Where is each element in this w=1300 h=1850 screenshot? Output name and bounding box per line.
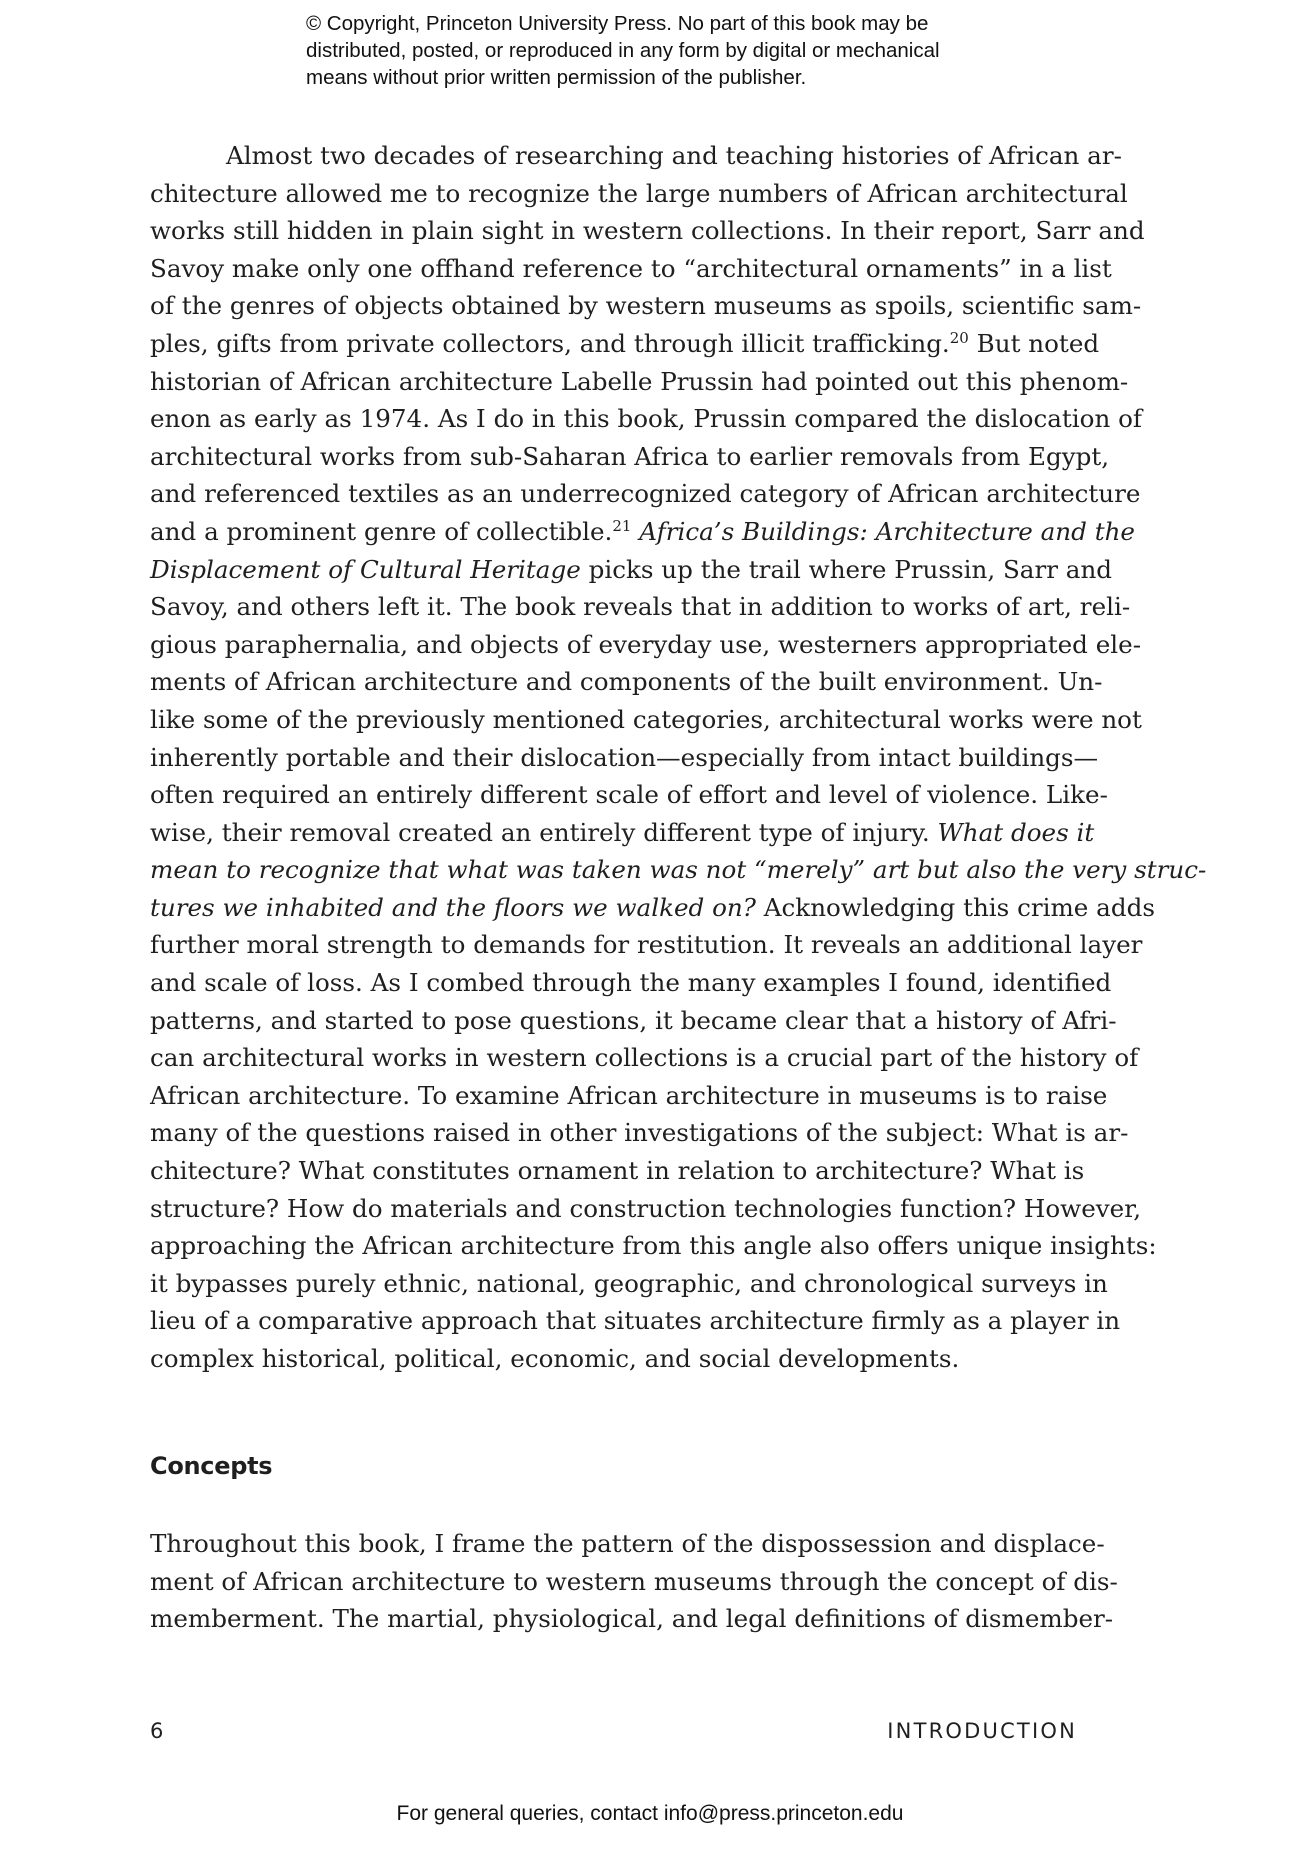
text-line: ments of African architecture and components of the built environment. Un- xyxy=(150,667,1103,697)
footnote-ref-21[interactable]: 21 xyxy=(612,516,632,535)
text-line: historian of African architecture Labelle Prussin had pointed out this phenom- xyxy=(150,366,1129,396)
text-segment: picks up the trail where Prussin, Sarr and xyxy=(580,554,1113,584)
text-line: lieu of a comparative approach that situates architecture firmly as a player in xyxy=(150,1306,1121,1336)
copyright-line: means without prior written permission of the publisher. xyxy=(306,66,807,89)
text-segment: But noted xyxy=(968,328,1100,358)
text-line: can architectural works in western collections is a crucial part of the history of xyxy=(150,1043,1139,1073)
text-line xyxy=(150,814,1095,852)
contact-footer: For general queries, contact info@press.princeton.edu xyxy=(396,1802,904,1825)
text-line: it bypasses purely ethnic, national, geographic, and chronological surveys in xyxy=(150,1268,1108,1298)
text-line: structure? How do materials and construction technologies function? However, xyxy=(150,1193,1142,1223)
text-line: of the genres of objects obtained by western museums as spoils, scientific sam- xyxy=(150,291,1142,321)
italic-question: mean to recognize that what was taken was not “merely” art but also the very struc- xyxy=(150,855,1207,885)
copyright-line: © Copyright, Princeton University Press. No part of this book may be xyxy=(306,12,929,35)
text-line: Throughout this book, I frame the pattern of the dispossession and displace- xyxy=(150,1529,1105,1558)
text-line: Savoy, and others left it. The book reveals that in addition to works of art, reli- xyxy=(150,592,1131,622)
text-line: often required an entirely different scale of effort and level of violence. Like- xyxy=(150,780,1108,810)
text-line xyxy=(150,513,1135,551)
text-segment: ples, gifts from private collectors, and through illicit trafficking. xyxy=(150,328,950,358)
running-head: INTRODUCTION xyxy=(887,1719,1077,1743)
text-line: further moral strength to demands for restitution. It reveals an additional layer xyxy=(150,930,1143,960)
text-line xyxy=(150,551,1113,589)
text-line: complex historical, political, economic, and social developments. xyxy=(150,1344,960,1373)
book-title-italic: Displacement of Cultural Heritage xyxy=(150,554,581,584)
text-line xyxy=(150,889,1155,927)
footnote-ref-20[interactable]: 20 xyxy=(949,328,969,347)
text-line: many of the questions raised in other investigations of the subject: What is ar- xyxy=(150,1118,1129,1148)
text-line: and scale of loss. As I combed through the many examples I found, identified xyxy=(150,968,1112,998)
book-title-italic: Africa’s Buildings: Architecture and the xyxy=(639,516,1135,546)
body-paragraph xyxy=(150,137,1207,1378)
text-line: Almost two decades of researching and teaching histories of African ar- xyxy=(226,141,1122,170)
text-line: like some of the previously mentioned categories, architectural works were not xyxy=(150,704,1142,734)
text-line: enon as early as 1974. As I do in this book, Prussin compared the dislocation of xyxy=(150,404,1143,434)
text-line: Savoy make only one offhand reference to “architectural ornaments” in a list xyxy=(150,253,1112,283)
text-line: chitecture? What constitutes ornament in relation to architecture? What is xyxy=(150,1156,1085,1186)
text-line: patterns, and started to pose questions, it became clear that a history of Afri- xyxy=(150,1005,1117,1035)
text-line: gious paraphernalia, and objects of everyday use, westerners appropriated ele- xyxy=(150,629,1142,659)
text-line: African architecture. To examine African architecture in museums is to raise xyxy=(150,1080,1108,1110)
italic-question: tures we inhabited and the floors we walked on? xyxy=(150,892,756,922)
copyright-notice xyxy=(306,10,1026,91)
page-number: 6 xyxy=(150,1719,164,1743)
text-segment: Acknowledging this crime adds xyxy=(755,892,1155,922)
text-line: approaching the African architecture from this angle also offers unique insights: xyxy=(150,1231,1157,1261)
body-paragraph xyxy=(150,1525,1118,1638)
text-line: works still hidden in plain sight in western collections. In their report, Sarr and xyxy=(150,216,1145,246)
text-segment: and a prominent genre of collectible. xyxy=(150,516,613,546)
copyright-line: distributed, posted, or reproduced in any form by digital or mechanical xyxy=(306,39,940,62)
text-line: ment of African architecture to western museums through the concept of dis- xyxy=(150,1566,1118,1596)
section-heading: Concepts xyxy=(150,1452,273,1480)
text-line: chitecture allowed me to recognize the large numbers of African architectural xyxy=(150,178,1128,208)
text-line xyxy=(150,851,1207,889)
text-line: memberment. The martial, physiological, and legal definitions of dismember- xyxy=(150,1604,1114,1634)
text-segment: wise, their removal created an entirely different type of injury. xyxy=(150,817,938,847)
text-line: and referenced textiles as an underrecognized category of African architecture xyxy=(150,479,1141,509)
text-line: inherently portable and their dislocation—especially from intact buildings— xyxy=(150,742,1099,772)
italic-question: What does it xyxy=(937,817,1095,847)
text-line xyxy=(150,325,1100,363)
text-line: architectural works from sub-Saharan Africa to earlier removals from Egypt, xyxy=(150,441,1110,471)
